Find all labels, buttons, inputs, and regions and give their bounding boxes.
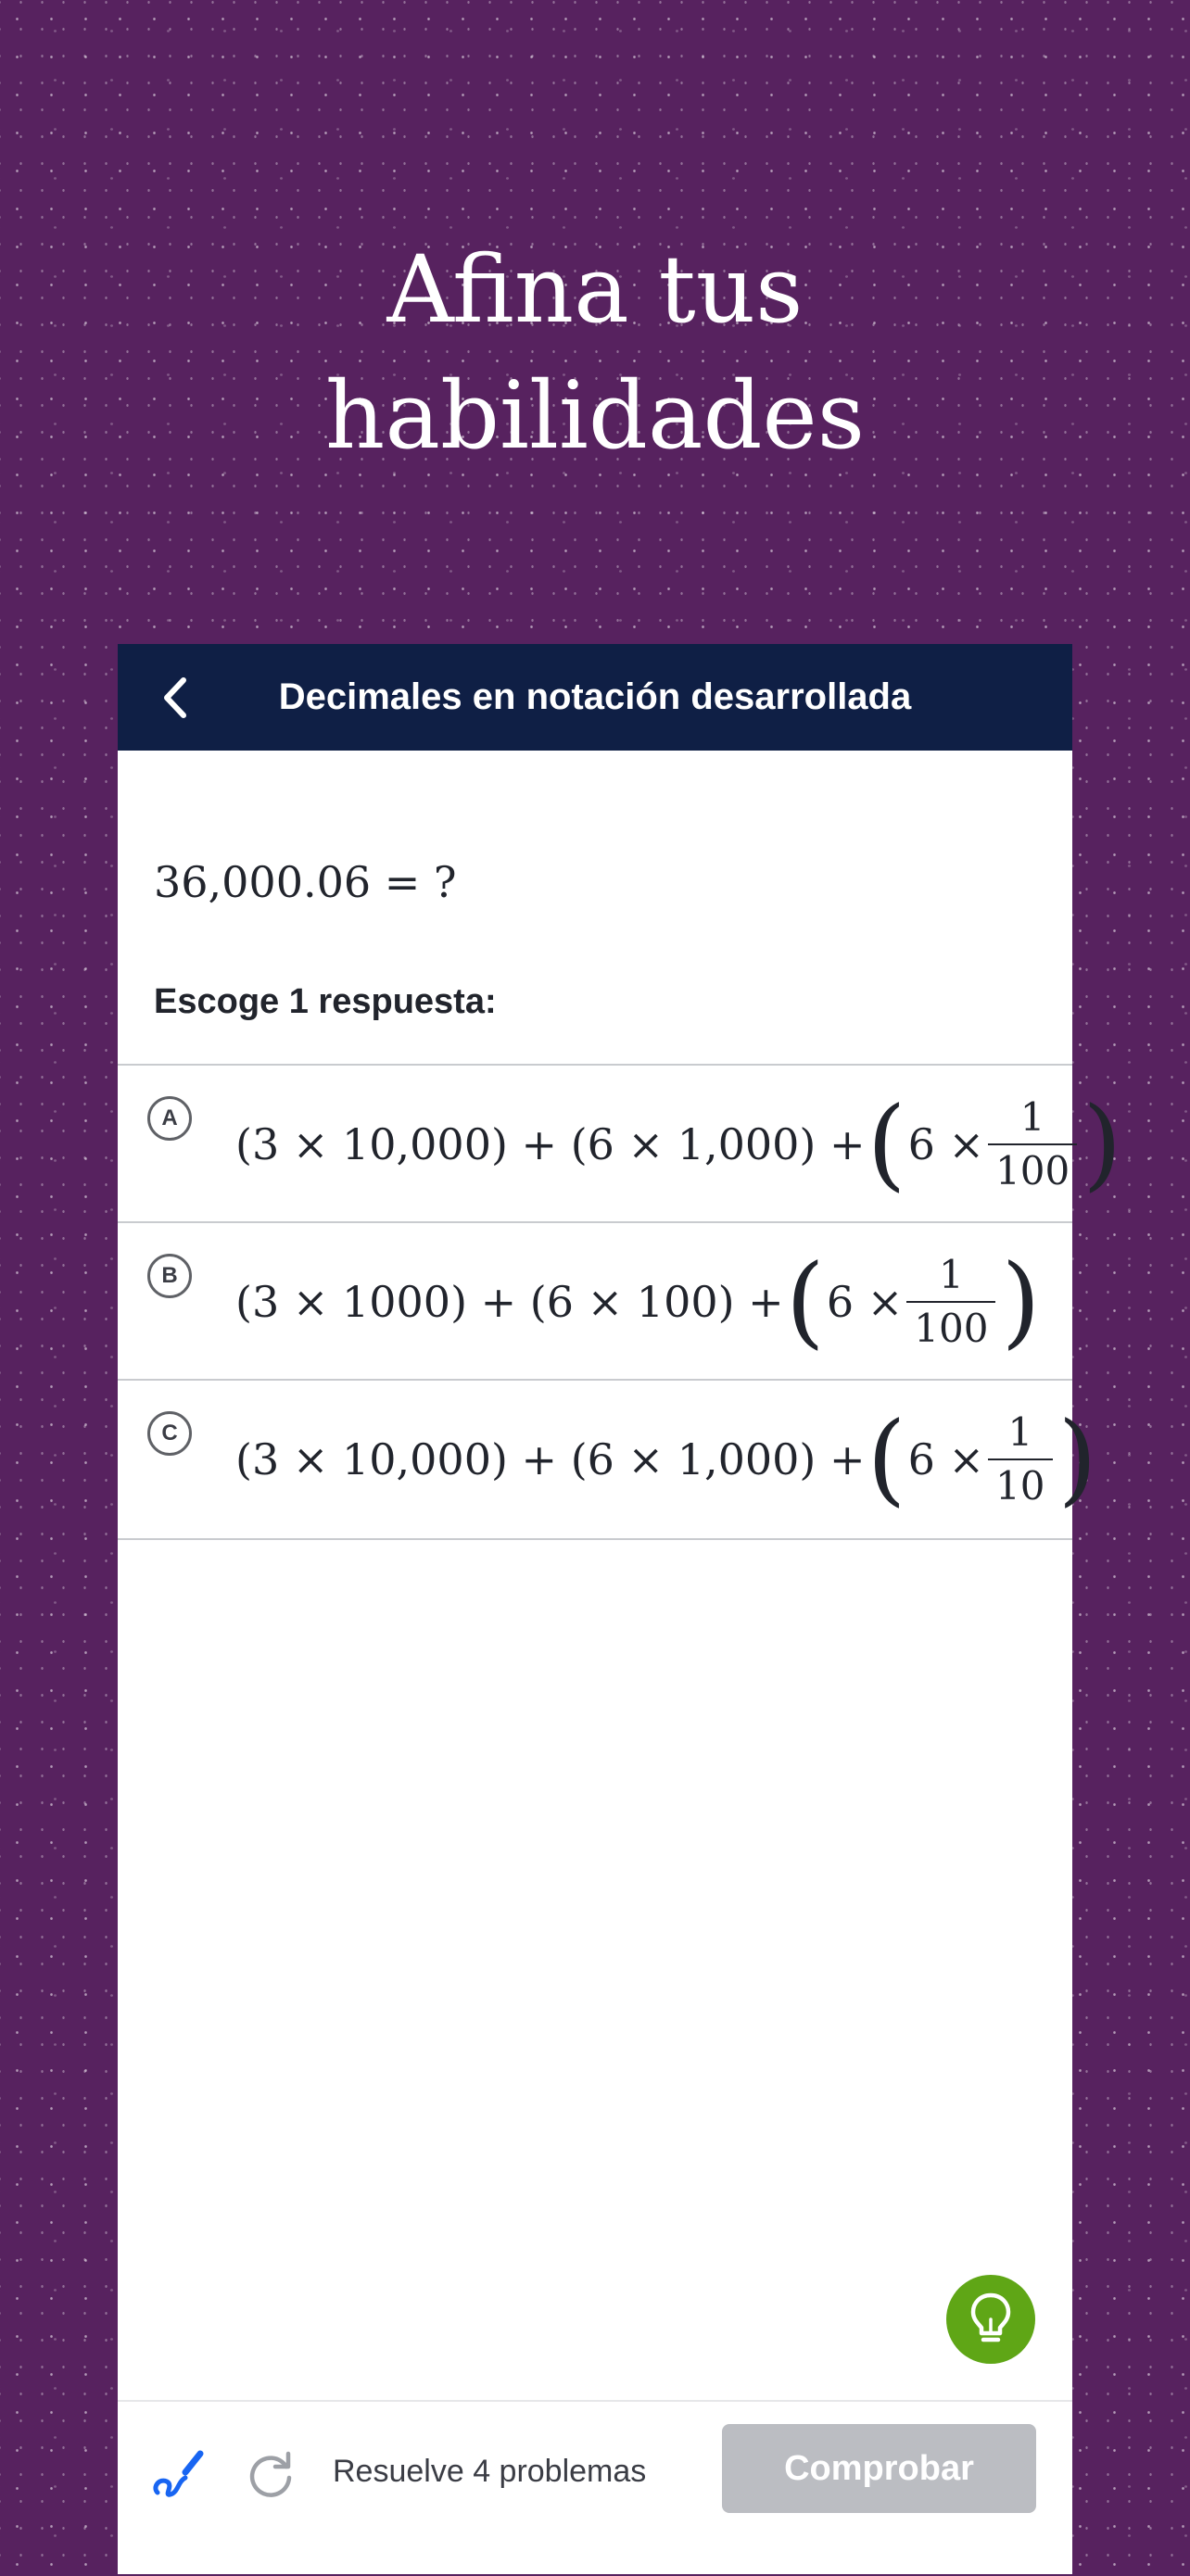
card-header: [118, 644, 1072, 751]
choice-a[interactable]: [118, 1064, 1122, 1223]
open-paren: (: [867, 1401, 906, 1517]
numerator: 1: [939, 1252, 964, 1297]
math-coef: 6 ×: [907, 1119, 985, 1169]
redo-icon: [246, 2450, 296, 2500]
progress-text: Resuelve 4 problemas: [333, 2454, 647, 2489]
restart-button[interactable]: [246, 2450, 296, 2500]
fraction: [988, 1092, 1077, 1197]
choice-c[interactable]: [118, 1379, 1097, 1540]
headline-line-1: Afina tus: [386, 235, 804, 344]
choice-math: [235, 1066, 1123, 1223]
fraction: [988, 1407, 1052, 1512]
chevron-left-icon: [161, 676, 189, 719]
numerator: 1: [1007, 1409, 1033, 1455]
scratchpad-button[interactable]: [150, 2444, 206, 2500]
page-headline: [0, 227, 1190, 479]
math-terms: (3 × 1000) + (6 × 100) +: [235, 1277, 784, 1327]
denominator: 100: [906, 1301, 995, 1355]
math-terms: (3 × 10,000) + (6 × 1,000) +: [235, 1434, 866, 1484]
open-paren: (: [867, 1086, 906, 1202]
close-paren: ): [1001, 1244, 1041, 1359]
close-paren: ): [1082, 1086, 1122, 1202]
choice-letter: C: [147, 1411, 192, 1456]
hint-button[interactable]: [946, 2275, 1035, 2364]
choice-b[interactable]: [118, 1221, 1072, 1381]
denominator: 100: [988, 1143, 1077, 1197]
lightbulb-icon: [968, 2292, 1013, 2347]
open-paren: (: [785, 1244, 825, 1359]
exercise-card: [118, 644, 1122, 2574]
choice-math: [235, 1223, 1043, 1381]
math-coef: 6 ×: [907, 1434, 985, 1484]
exercise-title: Decimales en notación desarrollada: [278, 676, 912, 717]
answer-prompt: Escoge 1 respuesta:: [154, 982, 497, 1021]
choice-letter: A: [147, 1096, 192, 1141]
numerator: 1: [1019, 1094, 1045, 1140]
question-text: 36,000.06 = ?: [154, 857, 457, 907]
choice-letter: B: [147, 1254, 192, 1298]
math-terms: (3 × 10,000) + (6 × 1,000) +: [235, 1119, 866, 1169]
back-button[interactable]: [151, 674, 199, 722]
close-paren: ): [1057, 1401, 1097, 1517]
choice-math: [235, 1381, 1099, 1538]
fraction: [906, 1249, 995, 1355]
footer-bar: [118, 2400, 1072, 2576]
check-button[interactable]: Comprobar: [722, 2424, 1036, 2513]
math-coef: 6 ×: [826, 1277, 904, 1327]
scratchpad-pen-icon: [150, 2444, 206, 2500]
headline-line-2: habilidades: [324, 361, 866, 470]
denominator: 10: [988, 1458, 1052, 1512]
